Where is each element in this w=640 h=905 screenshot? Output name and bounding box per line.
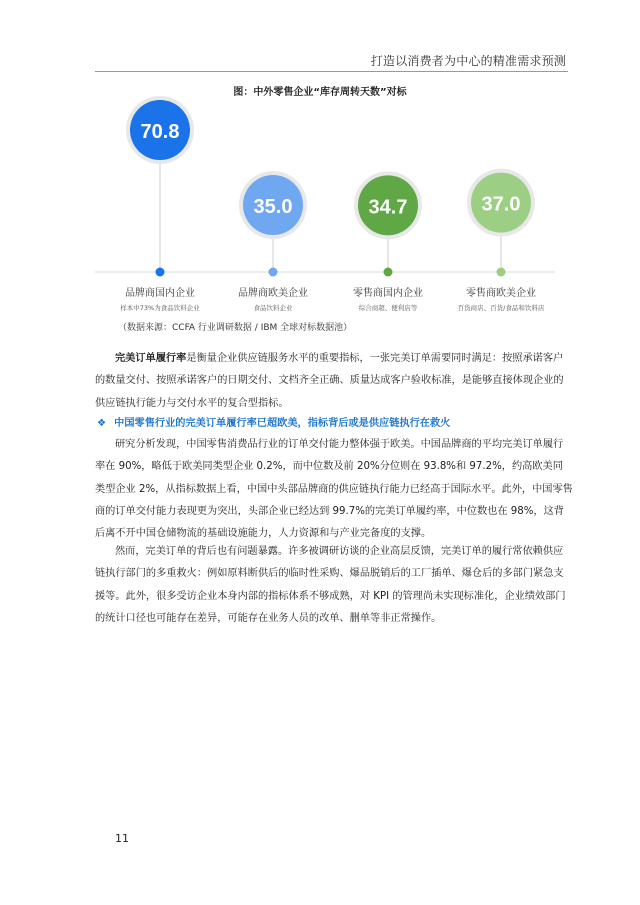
category-note: 百货商店、百货/食品和饮料店 [457,304,545,312]
figure-source-note: （数据来源：CCFA 行业调研数据 / IBM 全球对标数据池） [118,323,353,333]
value-label: 70.8 [140,121,180,143]
page-number: 11 [115,832,129,845]
baseline-dot [269,268,278,277]
paragraph-definition [95,348,573,415]
category-note: 食品饮料企业 [253,304,293,312]
value-label: 34.7 [368,196,408,219]
header-divider [95,71,568,72]
baseline-dot [384,268,393,277]
category-label: 品牌商国内企业 [125,288,195,299]
category-label: 零售商欧美企业 [466,288,536,299]
baseline-dot [497,268,506,277]
paragraph-issues-text: 然而，完美订单的背后也有问题暴露。许多被调研访谈的企业高层反馈，完美订单的履行常依赖供应链执行部门的多重救火：例如原料断供后的临时性采购、爆品脱销后的工厂插单、爆仓后的多部门紧急支援等。此外，很多受访企业本身内部的指标体系不够成熟，对 KPI 的管理尚未实现标准化，企业绩效部门的统计口径也可能存在差异，可能存在业务人员的改单、删单等非正常操作。 [95,546,566,624]
section-bullet-heading [97,414,450,429]
paragraph-issues [95,541,573,630]
baseline-dot [156,268,165,277]
paragraph-analysis-text: 研究分析发现，中国零售消费品行业的订单交付能力整体强于欧美。中国品牌商的平均完美订单履行率在 90%，略低于欧美同类型企业 0.2%，而中位数及前 20%分位则在 93.8%和 97.2%，约高欧美同类型企业 2%，从指标数据上看，中国中头部品牌商的供应链执行能力已经高于国际水平。此外，中国零售商的订单交付能力表现更为突出，头部企业已经达到 99.7%的完美订单履约率，中位数也在 98%，这背后离不开中国仓储物流的基础设施能力，人力资源和与产业完备度的支撑。 [95,439,573,540]
paragraph-analysis [95,434,573,545]
bubble-chart [95,95,565,340]
value-label: 35.0 [253,195,293,218]
figure-title: 图：中外零售企业“库存周转天数”对标 [233,87,407,98]
paragraph-definition-text: 是衡量企业供应链服务水平的重要指标，一张完美订单需要同时满足：按照承诺客户的数量交付、按照承诺客户的日期交付、文档齐全正确、质量达成客户验收标准，是能够直接体现企业的供应链执行能力与交付水平的复合型指标。 [95,353,564,409]
bullet-heading-text: 中国零售行业的完美订单履行率已超欧美，指标背后或是供应链执行在救火 [114,418,451,429]
page-header-title: 打造以消费者为中心的精准需求预测 [370,54,566,68]
diamond-bullet-icon: ❖ [97,418,107,429]
category-label: 品牌商欧美企业 [238,288,308,299]
value-label: 37.0 [481,193,521,216]
term-perfect-order-rate: 完美订单履行率 [115,353,187,364]
category-label: 零售商国内企业 [353,288,423,299]
category-note: 样本中73%为食品饮料企业 [120,304,200,312]
category-note: 综合商超、便利店等 [358,304,418,312]
